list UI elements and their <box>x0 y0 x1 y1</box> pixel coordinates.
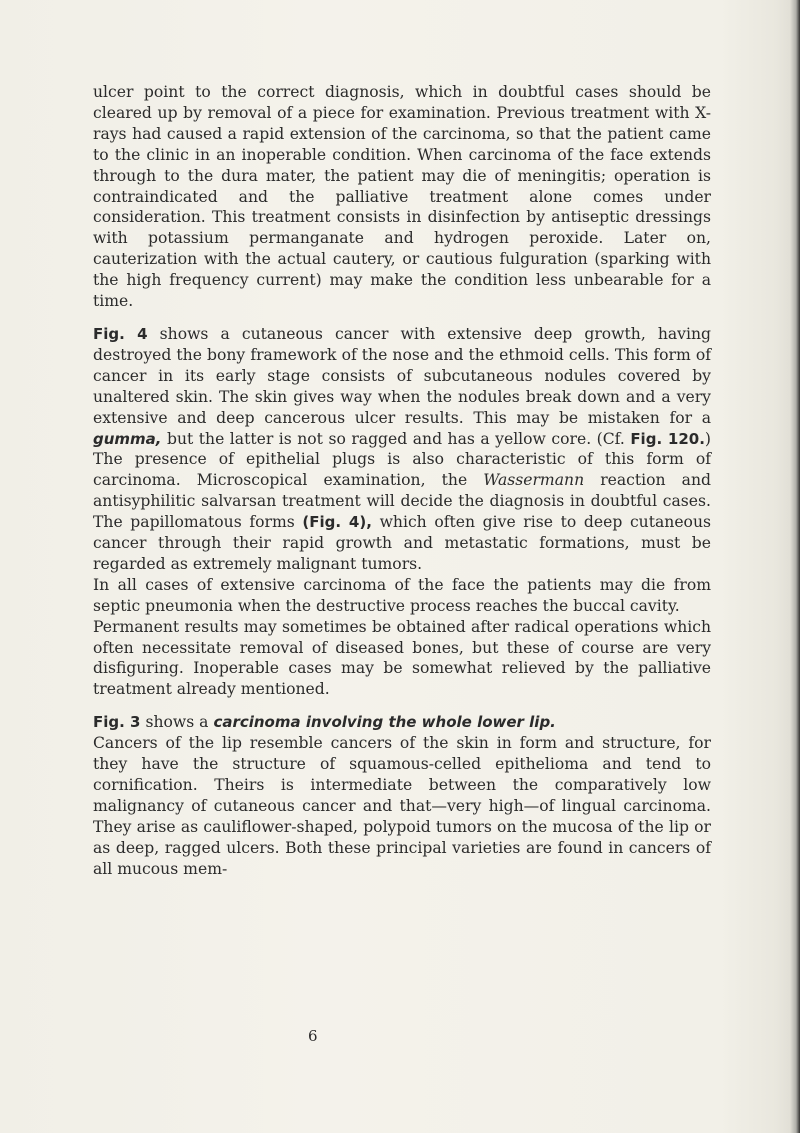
paragraph-gap <box>93 700 711 712</box>
paragraph-fig-3 <box>93 712 711 733</box>
page-edge-shadow <box>790 0 800 1133</box>
paragraph-gap <box>93 312 711 324</box>
paragraph-fig-4 <box>93 324 711 575</box>
text-run: which often give rise to deep cutaneous cancer through their rapid growth and metastatic formations, must be regarded as extremely malignant tumors. <box>93 513 711 573</box>
body-text <box>93 82 711 880</box>
wassermann-term: Wassermann <box>483 471 585 490</box>
fig-120-reference: Fig. 120. <box>630 429 705 448</box>
gumma-term: gumma, <box>93 429 162 448</box>
text-run: shows a cutaneous cancer with extensive deep growth, having destroyed the bony framework of the nose and the ethmoid cells. This form of cancer in its early stage consists of subcutaneous nodules covered by unaltered skin. The skin gives way when the nodules break down and a very extensive and deep cancerous ulcer results. This may be mistaken for a <box>93 324 712 427</box>
fig-4-reference: Fig. 4 <box>93 324 148 343</box>
fig-3-reference: Fig. 3 <box>93 713 141 732</box>
paragraph-permanent-results: Permanent results may sometimes be obtained after radical operations which often necessitate removal of diseased bones, but these of course are very disfiguring. Inoperable cases may be somewhat relieved by the palliative treatment already mentioned. <box>93 617 711 699</box>
page-number: 6 <box>308 1027 318 1045</box>
lip-carcinoma-heading: carcinoma involving the whole lower lip. <box>213 713 556 732</box>
text-run: shows a <box>140 713 214 732</box>
text-run: ) The presence of epithelial plugs is also characteristic of this form of carcinoma. Microscopical examination, the <box>93 429 711 490</box>
text-run: but the latter is not so ragged and has a yellow core. (Cf. <box>161 429 631 448</box>
paragraph-septic-pneumonia: In all cases of extensive carcinoma of the face the patients may die from septic pneumonia when the destructive process reaches the buccal cavity. <box>93 575 711 615</box>
fig-4-paren-reference: (Fig. 4), <box>302 513 372 532</box>
text-run: reaction and antisyphilitic salvarsan treatment will decide the diagnosis in doubtful cases. The papillomatous forms <box>93 471 711 532</box>
paragraph-ulcer-diagnosis: ulcer point to the correct diagnosis, which in doubtful cases should be cleared up by removal of a piece for examination. Previous treatment with X-rays had caused a rapid extension of the carcinoma, so that the patient came to the clinic in an inoperable condition. When carcinoma of the face extends through to the dura mater, the patient may die of meningitis; operation is contraindicated and the palliative treatment alone comes under consideration. This treatment consists in disinfection by antiseptic dressings with potassium permanganate and hydrogen peroxide. Later on, cauterization with the actual cautery, or cautious fulguration (sparking with the high frequency current) may make the condition less unbearable for a time. <box>93 83 711 311</box>
paragraph-lip-cancers: Cancers of the lip resemble cancers of the skin in form and structure, for they have the structure of squamous-celled epithelioma and tend to cornification. Theirs is intermediate between the comparatively low malignancy of cutaneous cancer and that—very high—of lingual carcinoma. They arise as cauliflower-shaped, polypoid tumors on the mucosa of the lip or as deep, ragged ulcers. Both these principal varieties are found in cancers of all mucous mem- <box>93 734 711 878</box>
